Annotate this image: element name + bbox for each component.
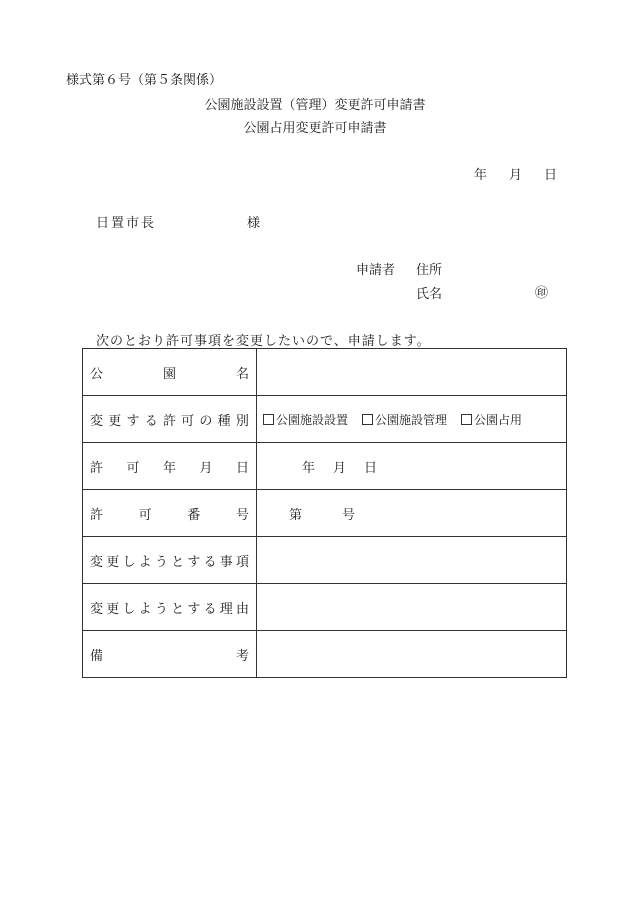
checkbox-icon[interactable] bbox=[461, 414, 472, 425]
permit-month-label: 月 bbox=[333, 460, 347, 476]
option-facility-management[interactable] bbox=[362, 411, 447, 428]
label-char: 園 bbox=[162, 366, 176, 382]
label-char: 年 bbox=[162, 460, 176, 476]
form-title-facility: 公園施設設置（管理）変更許可申請書 bbox=[204, 98, 426, 113]
checkbox-icon[interactable] bbox=[263, 414, 274, 425]
label-char: 備 bbox=[90, 648, 104, 664]
label-char: 変 bbox=[90, 554, 104, 570]
label-char: 考 bbox=[235, 648, 249, 664]
label-char: 変 bbox=[90, 601, 104, 617]
option-label: 公園占用 bbox=[474, 412, 523, 427]
permit-type-options bbox=[257, 411, 566, 428]
label-char: 許 bbox=[162, 413, 176, 429]
label-char: 公 bbox=[90, 366, 104, 382]
label-char: し bbox=[122, 601, 136, 617]
label-char: 名 bbox=[235, 366, 249, 382]
label-change-reason bbox=[83, 598, 256, 617]
addressee-name: 日置市長 bbox=[96, 216, 157, 231]
field-park-name[interactable] bbox=[257, 349, 567, 396]
applicant-address-label: 住所 bbox=[416, 263, 443, 278]
date-day-label: 日 bbox=[544, 168, 558, 183]
row-remarks bbox=[83, 631, 567, 678]
option-park-occupancy[interactable] bbox=[461, 411, 522, 428]
label-char: 可 bbox=[126, 460, 140, 476]
label-char: る bbox=[203, 601, 217, 617]
applicant-name-label: 氏名 bbox=[416, 287, 443, 302]
applicant-label: 申請者 bbox=[356, 263, 396, 278]
label-char: す bbox=[187, 554, 201, 570]
permit-day-label: 日 bbox=[364, 460, 378, 476]
row-permit-date bbox=[83, 443, 567, 490]
label-permit-type bbox=[83, 410, 256, 429]
row-permit-number bbox=[83, 490, 567, 537]
label-remarks bbox=[83, 645, 256, 664]
label-char: う bbox=[154, 601, 168, 617]
label-char: う bbox=[154, 554, 168, 570]
row-change-item bbox=[83, 537, 567, 584]
row-change-reason bbox=[83, 584, 567, 631]
label-char: 月 bbox=[199, 460, 213, 476]
application-date[interactable] bbox=[474, 164, 557, 183]
label-char: 項 bbox=[235, 554, 249, 570]
application-table bbox=[82, 348, 567, 678]
label-char: と bbox=[171, 601, 185, 617]
date-month-label: 月 bbox=[509, 168, 523, 183]
option-label: 公園施設設置 bbox=[276, 412, 349, 427]
label-char: 可 bbox=[181, 413, 195, 429]
label-char: 番 bbox=[187, 507, 201, 523]
label-char: 別 bbox=[235, 413, 249, 429]
field-change-reason[interactable] bbox=[257, 584, 567, 631]
permit-number-prefix: 第 bbox=[289, 507, 303, 523]
label-char: 由 bbox=[235, 601, 249, 617]
label-char: し bbox=[122, 554, 136, 570]
form-title-occupancy: 公園占用変更許可申請書 bbox=[243, 121, 387, 136]
seal-mark: ㊞ bbox=[535, 286, 549, 301]
field-permit-number[interactable] bbox=[257, 490, 567, 537]
form-number: 様式第６号（第５条関係） bbox=[66, 73, 223, 88]
option-facility-installation[interactable] bbox=[263, 411, 348, 428]
label-char: 種 bbox=[217, 413, 231, 429]
label-char: 許 bbox=[90, 460, 104, 476]
label-char: る bbox=[203, 554, 217, 570]
label-char: 事 bbox=[219, 554, 233, 570]
addressee-honorific: 様 bbox=[247, 216, 261, 231]
field-permit-date[interactable] bbox=[257, 443, 567, 490]
row-permit-type bbox=[83, 396, 567, 443]
label-char: 日 bbox=[235, 460, 249, 476]
checkbox-icon[interactable] bbox=[362, 414, 373, 425]
label-char: と bbox=[171, 554, 185, 570]
label-permit-date bbox=[83, 457, 256, 476]
label-char: す bbox=[187, 601, 201, 617]
label-char: 更 bbox=[106, 554, 120, 570]
label-char: よ bbox=[138, 554, 152, 570]
label-char: る bbox=[144, 413, 158, 429]
label-permit-number bbox=[83, 504, 256, 523]
permit-number-suffix: 号 bbox=[342, 507, 356, 523]
field-remarks[interactable] bbox=[257, 631, 567, 678]
label-park-name bbox=[83, 363, 256, 382]
label-char: 更 bbox=[106, 601, 120, 617]
field-change-item[interactable] bbox=[257, 537, 567, 584]
date-year-label: 年 bbox=[474, 168, 488, 183]
intro-text: 次のとおり許可事項を変更したいので、申請します。 bbox=[96, 334, 431, 349]
label-char: 号 bbox=[235, 507, 249, 523]
label-char: の bbox=[199, 413, 213, 429]
label-char: 可 bbox=[138, 507, 152, 523]
label-char: 理 bbox=[219, 601, 233, 617]
option-label: 公園施設管理 bbox=[375, 412, 448, 427]
label-char: す bbox=[126, 413, 140, 429]
label-char: 変 bbox=[90, 413, 104, 429]
label-char: よ bbox=[138, 601, 152, 617]
row-park-name bbox=[83, 349, 567, 396]
label-change-item bbox=[83, 551, 256, 570]
label-char: 更 bbox=[108, 413, 122, 429]
permit-year-label: 年 bbox=[302, 460, 316, 476]
label-char: 許 bbox=[90, 507, 104, 523]
